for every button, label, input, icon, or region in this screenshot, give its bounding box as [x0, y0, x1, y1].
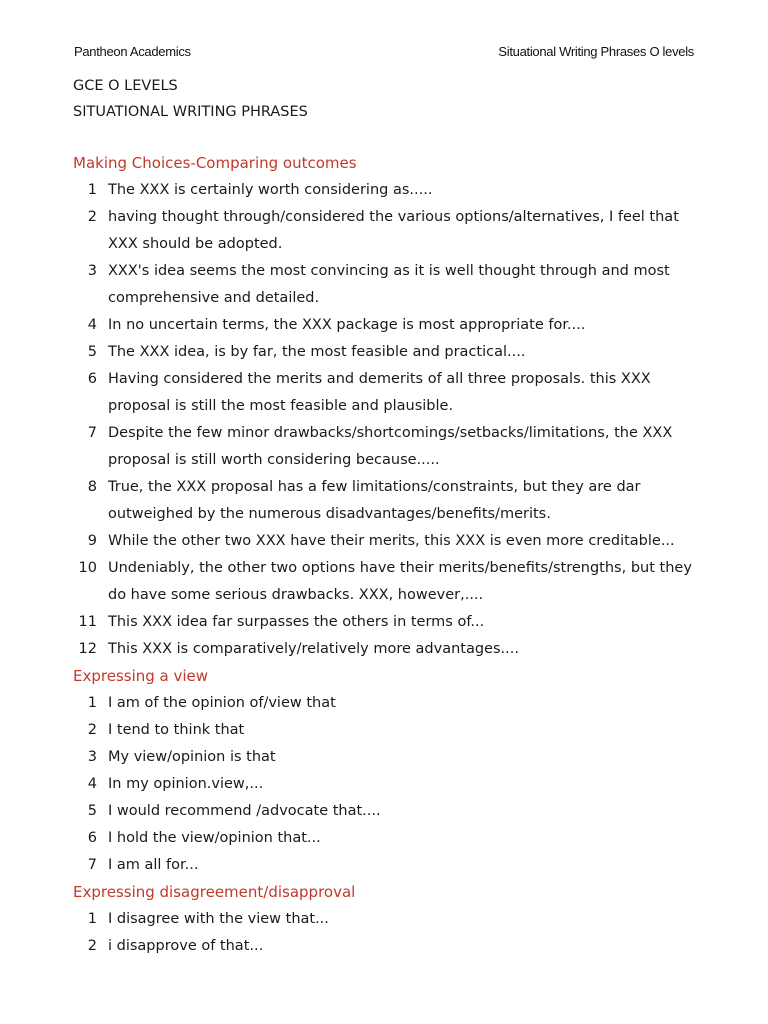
list-item: [73, 906, 703, 933]
item-text: I disagree with the view that...: [108, 911, 329, 927]
list-item: [73, 798, 703, 825]
item-number: 9: [87, 533, 97, 549]
list-item: [73, 474, 703, 528]
list-item: [73, 528, 703, 555]
item-text: My view/opinion is that: [108, 749, 276, 765]
item-number: 10: [78, 560, 97, 576]
title-line-2: SITUATIONAL WRITING PHRASES: [73, 104, 308, 120]
item-text: I would recommend /advocate that....: [108, 803, 381, 819]
list-item: [73, 339, 703, 366]
item-number: 2: [87, 938, 97, 954]
item-number: 3: [87, 749, 97, 765]
list-item: [73, 636, 703, 663]
item-number: 2: [87, 722, 97, 738]
list-item: [73, 852, 703, 879]
section: [73, 150, 703, 663]
item-text: I tend to think that: [108, 722, 245, 738]
item-text: While the other two XXX have their merits, this XXX is even more creditable...: [108, 533, 675, 549]
item-text: In no uncertain terms, the XXX package is most appropriate for....: [108, 317, 586, 333]
item-number: 5: [87, 803, 97, 819]
item-number: 7: [87, 857, 97, 873]
item-text: This XXX is comparatively/relatively more advantages....: [108, 641, 519, 657]
list-item: [73, 420, 703, 474]
list-item: [73, 717, 703, 744]
section-heading: Making Choices-Comparing outcomes: [73, 154, 357, 172]
page-header: [74, 44, 694, 59]
document-title: [73, 73, 308, 125]
list-item: [73, 555, 703, 609]
item-number: 12: [78, 641, 97, 657]
item-number: 5: [87, 344, 97, 360]
section: [73, 663, 703, 879]
phrase-list: [73, 150, 703, 960]
list-item: [73, 771, 703, 798]
item-text: I am of the opinion of/view that: [108, 695, 336, 711]
header-right: Situational Writing Phrases O levels: [498, 44, 694, 59]
item-text: In my opinion.view,...: [108, 776, 264, 792]
item-number: 7: [87, 425, 97, 441]
list-item: [73, 690, 703, 717]
section: [73, 879, 703, 960]
list-item: [73, 204, 703, 258]
item-number: 2: [87, 209, 97, 225]
title-line-1: GCE O LEVELS: [73, 78, 178, 94]
item-text: I am all for...: [108, 857, 199, 873]
section-heading: Expressing disagreement/disapproval: [73, 883, 356, 901]
item-text: having thought through/considered the various options/alternatives, I feel that XXX should be adopted.: [108, 209, 679, 252]
item-text: Having considered the merits and demerits of all three proposals. this XXX proposal is still the most feasible and plausible.: [108, 371, 651, 414]
header-left: Pantheon Academics: [74, 44, 191, 59]
list-item: [73, 366, 703, 420]
item-number: 6: [87, 371, 97, 387]
item-text: This XXX idea far surpasses the others in terms of...: [108, 614, 485, 630]
item-number: 11: [78, 614, 97, 630]
list-item: [73, 825, 703, 852]
item-text: XXX's idea seems the most convincing as it is well thought through and most comprehensive and detailed.: [108, 263, 670, 306]
item-text: True, the XXX proposal has a few limitations/constraints, but they are dar outweighed by the numerous disadvantages/benefits/merits.: [108, 479, 641, 522]
item-text: The XXX is certainly worth considering as.....: [108, 182, 433, 198]
item-number: 1: [87, 911, 97, 927]
list-item: [73, 177, 703, 204]
item-number: 4: [87, 776, 97, 792]
item-text: i disapprove of that...: [108, 938, 264, 954]
item-number: 8: [87, 479, 97, 495]
item-number: 1: [87, 182, 97, 198]
list-item: [73, 312, 703, 339]
item-text: Despite the few minor drawbacks/shortcomings/setbacks/limitations, the XXX proposal is still worth considering because.....: [108, 425, 673, 468]
item-number: 6: [87, 830, 97, 846]
list-item: [73, 609, 703, 636]
list-item: [73, 258, 703, 312]
item-number: 3: [87, 263, 97, 279]
list-item: [73, 933, 703, 960]
item-text: I hold the view/opinion that...: [108, 830, 321, 846]
section-heading: Expressing a view: [73, 667, 209, 685]
item-number: 1: [87, 695, 97, 711]
list-item: [73, 744, 703, 771]
item-number: 4: [87, 317, 97, 333]
item-text: The XXX idea, is by far, the most feasible and practical....: [108, 344, 526, 360]
item-text: Undeniably, the other two options have their merits/benefits/strengths, but they do have some serious drawbacks. XXX, however,....: [108, 560, 692, 603]
